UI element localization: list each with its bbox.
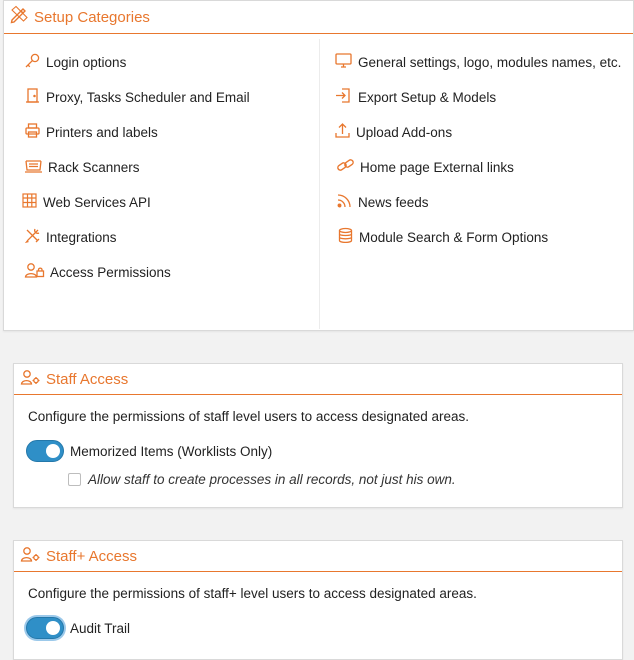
category-upload-addons[interactable] <box>334 122 452 142</box>
category-label: Upload Add-ons <box>356 124 453 140</box>
memorized-items-label: Memorized Items (Worklists Only) <box>70 443 273 459</box>
category-label: Home page External links <box>360 159 514 175</box>
memorized-items-toggle[interactable] <box>26 440 64 462</box>
category-printers-labels[interactable] <box>24 122 158 142</box>
export-icon <box>334 87 353 107</box>
database-icon <box>337 227 354 247</box>
user-lock-icon <box>24 262 45 282</box>
category-integrations[interactable] <box>24 227 117 247</box>
pencil-ruler-icon <box>9 5 29 29</box>
category-label: Rack Scanners <box>48 159 140 175</box>
category-label: Login options <box>46 54 127 70</box>
staffplus-access-header <box>14 541 622 572</box>
setup-categories-title: Setup Categories <box>34 8 150 26</box>
monitor-icon <box>334 52 353 72</box>
category-label: Export Setup & Models <box>358 89 497 105</box>
category-export-setup[interactable] <box>334 87 496 107</box>
rss-icon <box>336 192 353 212</box>
staff-access-title: Staff Access <box>46 370 129 388</box>
user-gear-icon <box>20 546 41 567</box>
audit-trail-row <box>26 617 130 639</box>
category-label: News feeds <box>358 194 429 210</box>
category-label: Access Permissions <box>50 264 171 280</box>
category-proxy-tasks-email[interactable] <box>24 87 250 107</box>
column-divider <box>319 39 320 329</box>
category-general-settings[interactable] <box>334 52 621 72</box>
memorized-items-row <box>26 440 272 462</box>
audit-trail-label: Audit Trail <box>70 620 131 636</box>
setup-categories-header <box>4 1 633 34</box>
category-web-services-api[interactable] <box>21 192 151 212</box>
category-login-options[interactable] <box>24 52 126 72</box>
staff-access-description: Configure the permissions of staff level users to access designated areas. <box>28 409 469 424</box>
category-home-external-links[interactable] <box>336 157 514 177</box>
door-icon <box>24 87 41 107</box>
scanner-icon <box>24 157 43 177</box>
toggle-knob <box>46 444 60 458</box>
user-gear-icon <box>20 369 41 390</box>
staffplus-access-title: Staff+ Access <box>46 547 138 565</box>
category-label: Web Services API <box>43 194 151 210</box>
category-label: Printers and labels <box>46 124 158 140</box>
tools-icon <box>24 227 41 247</box>
staffplus-access-panel <box>13 540 623 660</box>
grid-icon <box>21 192 38 212</box>
staffplus-access-description: Configure the permissions of staff+ level users to access designated areas. <box>28 586 477 601</box>
allow-staff-processes-checkbox[interactable] <box>68 473 81 486</box>
toggle-knob <box>46 621 60 635</box>
staff-access-header <box>14 364 622 395</box>
printer-icon <box>24 122 41 142</box>
key-icon <box>24 52 41 72</box>
upload-icon <box>334 122 351 142</box>
category-label: Integrations <box>46 229 117 245</box>
link-icon <box>336 157 355 177</box>
audit-trail-toggle[interactable] <box>26 617 64 639</box>
category-news-feeds[interactable] <box>336 192 429 212</box>
category-label: Proxy, Tasks Scheduler and Email <box>46 89 250 105</box>
category-label: Module Search & Form Options <box>359 229 549 245</box>
category-label: General settings, logo, modules names, etc. <box>358 54 622 70</box>
allow-staff-processes-label: Allow staff to create processes in all records, not just his own. <box>88 472 456 487</box>
staff-access-panel <box>13 363 623 508</box>
category-access-permissions[interactable] <box>24 262 171 282</box>
allow-staff-processes-row <box>68 472 456 487</box>
category-rack-scanners[interactable] <box>24 157 140 177</box>
category-module-search-form[interactable] <box>337 227 548 247</box>
setup-categories-panel <box>3 0 634 331</box>
